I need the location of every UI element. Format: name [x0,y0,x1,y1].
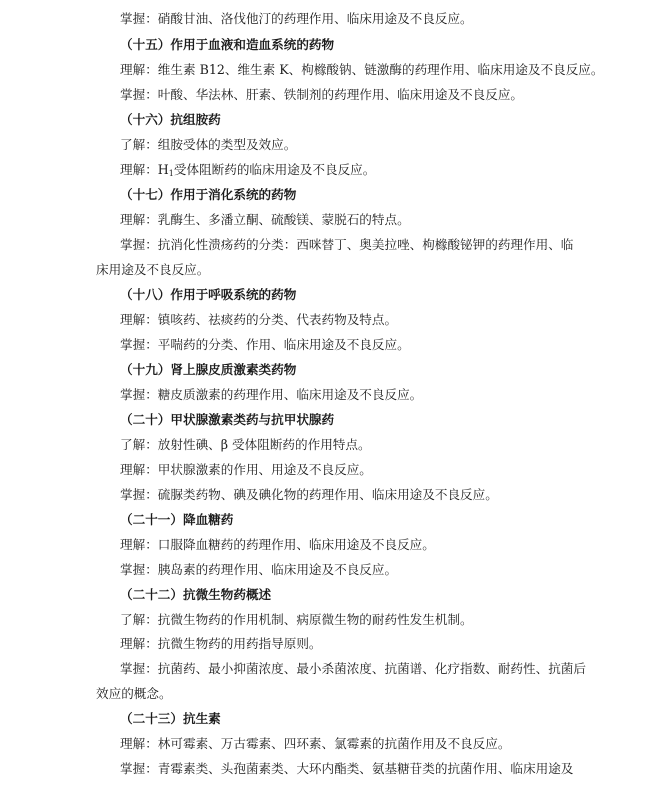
text-line: 理解：抗微生物药的用药指导原则。 [120,636,322,651]
text-line: 掌握：硝酸甘油、洛伐他汀的药理作用、临床用途及不良反应。 [120,11,473,26]
section-heading: （二十二）抗微生物药概述 [120,587,272,602]
section-heading: （二十三）抗生素 [120,711,221,726]
text-line: 理解：林可霉素、万古霉素、四环素、氯霉素的抗菌作用及不良反应。 [120,736,511,751]
text-line: 掌握：平喘药的分类、作用、临床用途及不良反应。 [120,337,410,352]
section-heading: （十七）作用于消化系统的药物 [120,187,297,202]
subscript: 1 [168,169,174,178]
text-line: 了解：抗微生物药的作用机制、病原微生物的耐药性发生机制。 [120,612,473,627]
section-heading: （二十）甲状腺激素类药与抗甲状腺药 [120,412,335,427]
text-line: 掌握：叶酸、华法林、肝素、铁制剂的药理作用、临床用途及不良反应。 [120,87,523,102]
text-line: 理解：维生素 B12、维生素 K、枸橼酸钠、链激酶的药理作用、临床用途及不良反应。 [120,62,604,77]
text-line: 掌握：胰岛素的药理作用、临床用途及不良反应。 [120,562,398,577]
section-heading: （十六）抗组胺药 [120,112,221,127]
text-rest: 受体阻断药的临床用途及不良反应。 [173,162,376,177]
text-line: 掌握：糖皮质激素的药理作用、临床用途及不良反应。 [120,387,423,402]
text-line-continuation: 床用途及不良反应。 [96,262,210,277]
text-line: 掌握：青霉素类、头孢菌素类、大环内酯类、氨基糖苷类的抗菌作用、临床用途及 [120,761,574,776]
text-prefix: 理解：H [120,162,169,177]
text-line: 了解：组胺受体的类型及效应。 [120,137,297,152]
section-heading: （十九）肾上腺皮质激素类药物 [120,362,297,377]
text-line-continuation: 效应的概念。 [96,686,172,701]
text-line: 理解：乳酶生、多潘立酮、硫酸镁、蒙脱石的特点。 [120,212,410,227]
text-line: 掌握：硫脲类药物、碘及碘化物的药理作用、临床用途及不良反应。 [120,487,498,502]
text-line: 掌握：抗消化性溃疡药的分类：西咪替丁、奥美拉唑、枸橼酸铋钾的药理作用、临 [120,237,574,252]
text-line [120,162,375,182]
text-line: 理解：镇咳药、祛痰药的分类、代表药物及特点。 [120,312,398,327]
text-line: 掌握：抗菌药、最小抑菌浓度、最小杀菌浓度、抗菌谱、化疗指数、耐药性、抗菌后 [120,661,586,676]
text-line: 理解：甲状腺激素的作用、用途及不良反应。 [120,462,372,477]
section-heading: （十八）作用于呼吸系统的药物 [120,287,297,302]
section-heading: （二十一）降血糖药 [120,512,234,527]
section-heading: （十五）作用于血液和造血系统的药物 [120,37,335,52]
text-line: 理解：口服降血糖药的药理作用、临床用途及不良反应。 [120,537,435,552]
text-line: 了解：放射性碘、β 受体阻断药的作用特点。 [120,437,371,452]
